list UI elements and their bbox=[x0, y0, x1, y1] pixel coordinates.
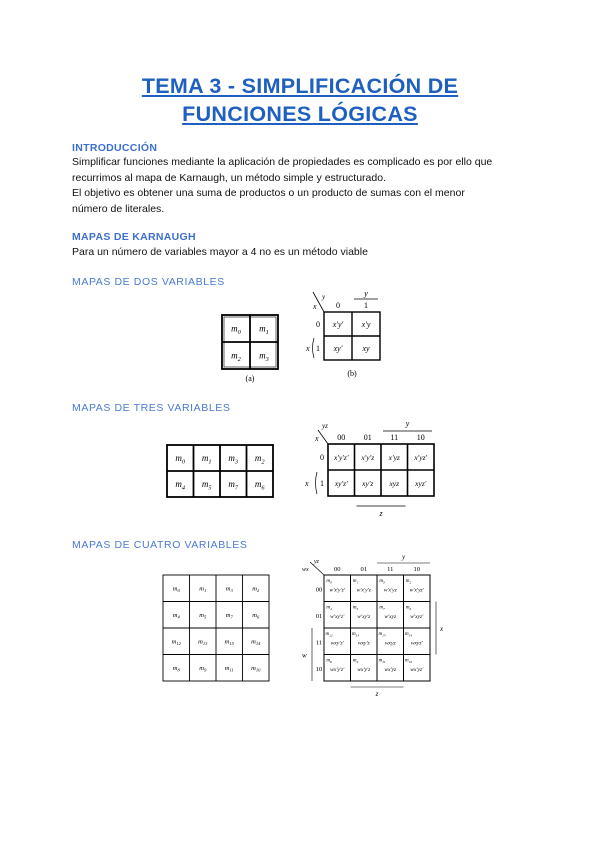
intro-line-3: El objetivo es obtener una suma de productos o un producto de sumas con el menor bbox=[72, 187, 465, 199]
minterm-label: $m_4$ bbox=[175, 479, 186, 492]
top-var: y bbox=[401, 553, 406, 561]
intro-heading: INTRODUCCIÓN bbox=[72, 142, 158, 154]
minterm-label: $m_1$ bbox=[201, 453, 212, 466]
cell-term: wxyz bbox=[384, 640, 396, 647]
minterm-label: $m_3$ bbox=[225, 585, 233, 593]
cell-index: $m_5$ bbox=[352, 605, 359, 611]
minterm-label: $m_3$ bbox=[228, 453, 239, 466]
cell-term: w'x'y'z' bbox=[329, 587, 345, 594]
minterm-label: $m_{11}$ bbox=[224, 664, 234, 673]
minterm-label: $m_2$ bbox=[252, 585, 260, 593]
row-header: 0 bbox=[316, 320, 320, 329]
cell-index: $m_8$ bbox=[326, 658, 332, 664]
column-header: 11 bbox=[387, 566, 394, 573]
column-header: 0 bbox=[336, 301, 340, 310]
three-variable-maps-figure bbox=[160, 418, 450, 523]
corner-col-var: y bbox=[322, 293, 326, 301]
cell-term: wxy'z' bbox=[330, 640, 344, 647]
minterm-label: $m_5$ bbox=[199, 611, 207, 620]
minterm-label: $m_0$ bbox=[172, 585, 180, 593]
cell-term: wxyz' bbox=[410, 640, 423, 647]
cell-term: w'xyz' bbox=[410, 613, 424, 620]
cell-index: $m_{10}$ bbox=[404, 658, 413, 664]
title-line-1: TEMA 3 - SIMPLIFICACIÓN DE bbox=[141, 74, 459, 98]
cell-term: w'x'yz bbox=[383, 587, 397, 594]
corner-col-var: yz bbox=[322, 422, 328, 430]
row-header: 11 bbox=[315, 639, 323, 647]
cell-term: xy'z bbox=[362, 479, 374, 488]
cell-index: $m_4$ bbox=[326, 605, 332, 611]
minterm-label: $m_7$ bbox=[225, 611, 233, 620]
cell-term: wx'y'z' bbox=[330, 666, 345, 673]
minterm-label: $m_4$ bbox=[172, 611, 180, 620]
top-var: y bbox=[364, 289, 368, 298]
side-var: x bbox=[306, 344, 310, 353]
cell-index: $m_{14}$ bbox=[404, 632, 413, 638]
column-header: 01 bbox=[360, 566, 367, 573]
cell-term: xyz' bbox=[415, 479, 427, 488]
caption-a: (a) bbox=[245, 374, 255, 383]
four-variable-maps-figure bbox=[160, 552, 450, 697]
minterm-label: $m_1$ bbox=[199, 585, 207, 593]
row-header: 01 bbox=[315, 612, 323, 620]
intro-line-2: recurrimos al mapa de Karnaugh, un método simple y estructurado. bbox=[72, 171, 386, 184]
cell-term: w'xyz bbox=[384, 613, 397, 620]
title-line-2: FUNCIONES LÓGICAS bbox=[182, 102, 418, 126]
minterm-label: $m_5$ bbox=[201, 479, 212, 492]
column-header: 00 bbox=[334, 566, 341, 573]
row-header: 1 bbox=[320, 479, 324, 488]
cell-term: xy bbox=[362, 344, 370, 353]
cell-term: wx'yz bbox=[384, 666, 397, 673]
minterm-label: $m_6$ bbox=[252, 611, 260, 620]
minterm-label: $m_2$ bbox=[254, 453, 265, 466]
cell-index: $m_{12}$ bbox=[325, 632, 333, 638]
minterm-label: $m_{14}$ bbox=[251, 638, 261, 646]
cell-term: x'y' bbox=[332, 320, 344, 329]
minterm-label: $m_1$ bbox=[259, 323, 269, 336]
two-variable-maps-figure bbox=[210, 288, 400, 388]
cell-term: x'y'z' bbox=[334, 453, 349, 462]
cell-index: $m_3$ bbox=[379, 579, 385, 585]
minterm-label: $m_{13}$ bbox=[198, 638, 208, 646]
two-vars-heading: MAPAS DE DOS VARIABLES bbox=[72, 276, 225, 288]
minterm-label: $m_7$ bbox=[228, 479, 239, 492]
cell-index: $m_{13}$ bbox=[351, 632, 360, 638]
column-header: 11 bbox=[390, 433, 399, 442]
side-var: x bbox=[305, 479, 309, 488]
right-var: x bbox=[440, 625, 444, 633]
cell-index: $m_{11}$ bbox=[378, 658, 386, 664]
cell-index: $m_1$ bbox=[352, 579, 359, 585]
row-header: 10 bbox=[315, 665, 323, 673]
minterm-label: $m_{10}$ bbox=[251, 664, 261, 673]
minterm-label: $m_0$ bbox=[231, 323, 241, 336]
cell-index: $m_7$ bbox=[379, 605, 385, 611]
minterm-label: $m_{12}$ bbox=[171, 638, 181, 646]
minterm-label: $m_9$ bbox=[199, 664, 207, 673]
cell-index: $m_2$ bbox=[405, 579, 412, 585]
bottom-var: z bbox=[379, 509, 383, 518]
karnaugh-text: Para un número de variables mayor a 4 no es un método viable bbox=[72, 246, 368, 258]
minterm-label: $m_8$ bbox=[172, 664, 180, 673]
minterm-label: $m_6$ bbox=[254, 479, 265, 492]
corner-diagonal bbox=[318, 430, 328, 444]
corner-row-var: wx bbox=[302, 567, 309, 573]
column-header: 1 bbox=[364, 301, 368, 310]
row-header: 00 bbox=[315, 586, 323, 594]
corner-col-var: yz bbox=[314, 559, 319, 565]
cell-term: xy' bbox=[333, 344, 343, 353]
cell-term: xyz bbox=[389, 479, 400, 488]
cell-term: w'xy'z bbox=[357, 613, 371, 620]
top-var: y bbox=[405, 419, 410, 428]
minterm-label: $m_3$ bbox=[259, 350, 269, 363]
side-var-brace bbox=[313, 338, 315, 358]
cell-term: wx'yz' bbox=[410, 666, 424, 673]
cell-term: x'y bbox=[361, 320, 371, 329]
cell-term: xy'z' bbox=[334, 479, 348, 488]
cell-term: x'yz bbox=[388, 453, 400, 462]
cell-term: wxy'z bbox=[357, 640, 370, 647]
minterm-label: $m_0$ bbox=[175, 453, 186, 466]
corner-row-var: x bbox=[315, 434, 319, 443]
four-vars-heading: MAPAS DE CUATRO VARIABLES bbox=[72, 539, 248, 551]
row-header: 1 bbox=[316, 344, 320, 353]
corner-row-var: x bbox=[313, 302, 317, 311]
intro-line-4: número de literales. bbox=[72, 202, 165, 215]
cell-term: w'x'yz' bbox=[409, 587, 424, 594]
cell-term: x'y'z bbox=[361, 453, 375, 462]
cell-term: x'yz' bbox=[414, 453, 428, 462]
column-header: 10 bbox=[413, 566, 420, 573]
minterm-label: $m_2$ bbox=[231, 350, 241, 363]
cell-index: $m_0$ bbox=[326, 579, 332, 585]
intro-paragraph bbox=[72, 155, 542, 217]
bottom-var: z bbox=[375, 690, 379, 697]
intro-line-1: Simplificar funciones mediante la aplicación de propiedades es complicado es por ello que bbox=[72, 156, 493, 168]
karnaugh-heading: MAPAS DE KARNAUGH bbox=[72, 231, 196, 243]
cell-term: w'x'y'z bbox=[356, 587, 371, 594]
left-var: w bbox=[302, 651, 307, 660]
cell-term: wx'y'z bbox=[357, 666, 371, 673]
cell-index: $m_6$ bbox=[405, 605, 412, 611]
page-title bbox=[0, 72, 600, 128]
minterm-label: $m_{15}$ bbox=[224, 638, 234, 646]
row-header: 0 bbox=[320, 453, 324, 462]
column-header: 10 bbox=[416, 433, 425, 442]
column-header: 00 bbox=[337, 433, 346, 442]
cell-index: $m_{15}$ bbox=[378, 632, 386, 638]
side-var-brace bbox=[316, 472, 318, 494]
cell-index: $m_9$ bbox=[352, 658, 359, 664]
three-vars-heading: MAPAS DE TRES VARIABLES bbox=[72, 402, 231, 414]
column-header: 01 bbox=[363, 433, 372, 442]
caption-b: (b) bbox=[347, 369, 357, 378]
cell-term: w'xy'z' bbox=[330, 613, 345, 620]
